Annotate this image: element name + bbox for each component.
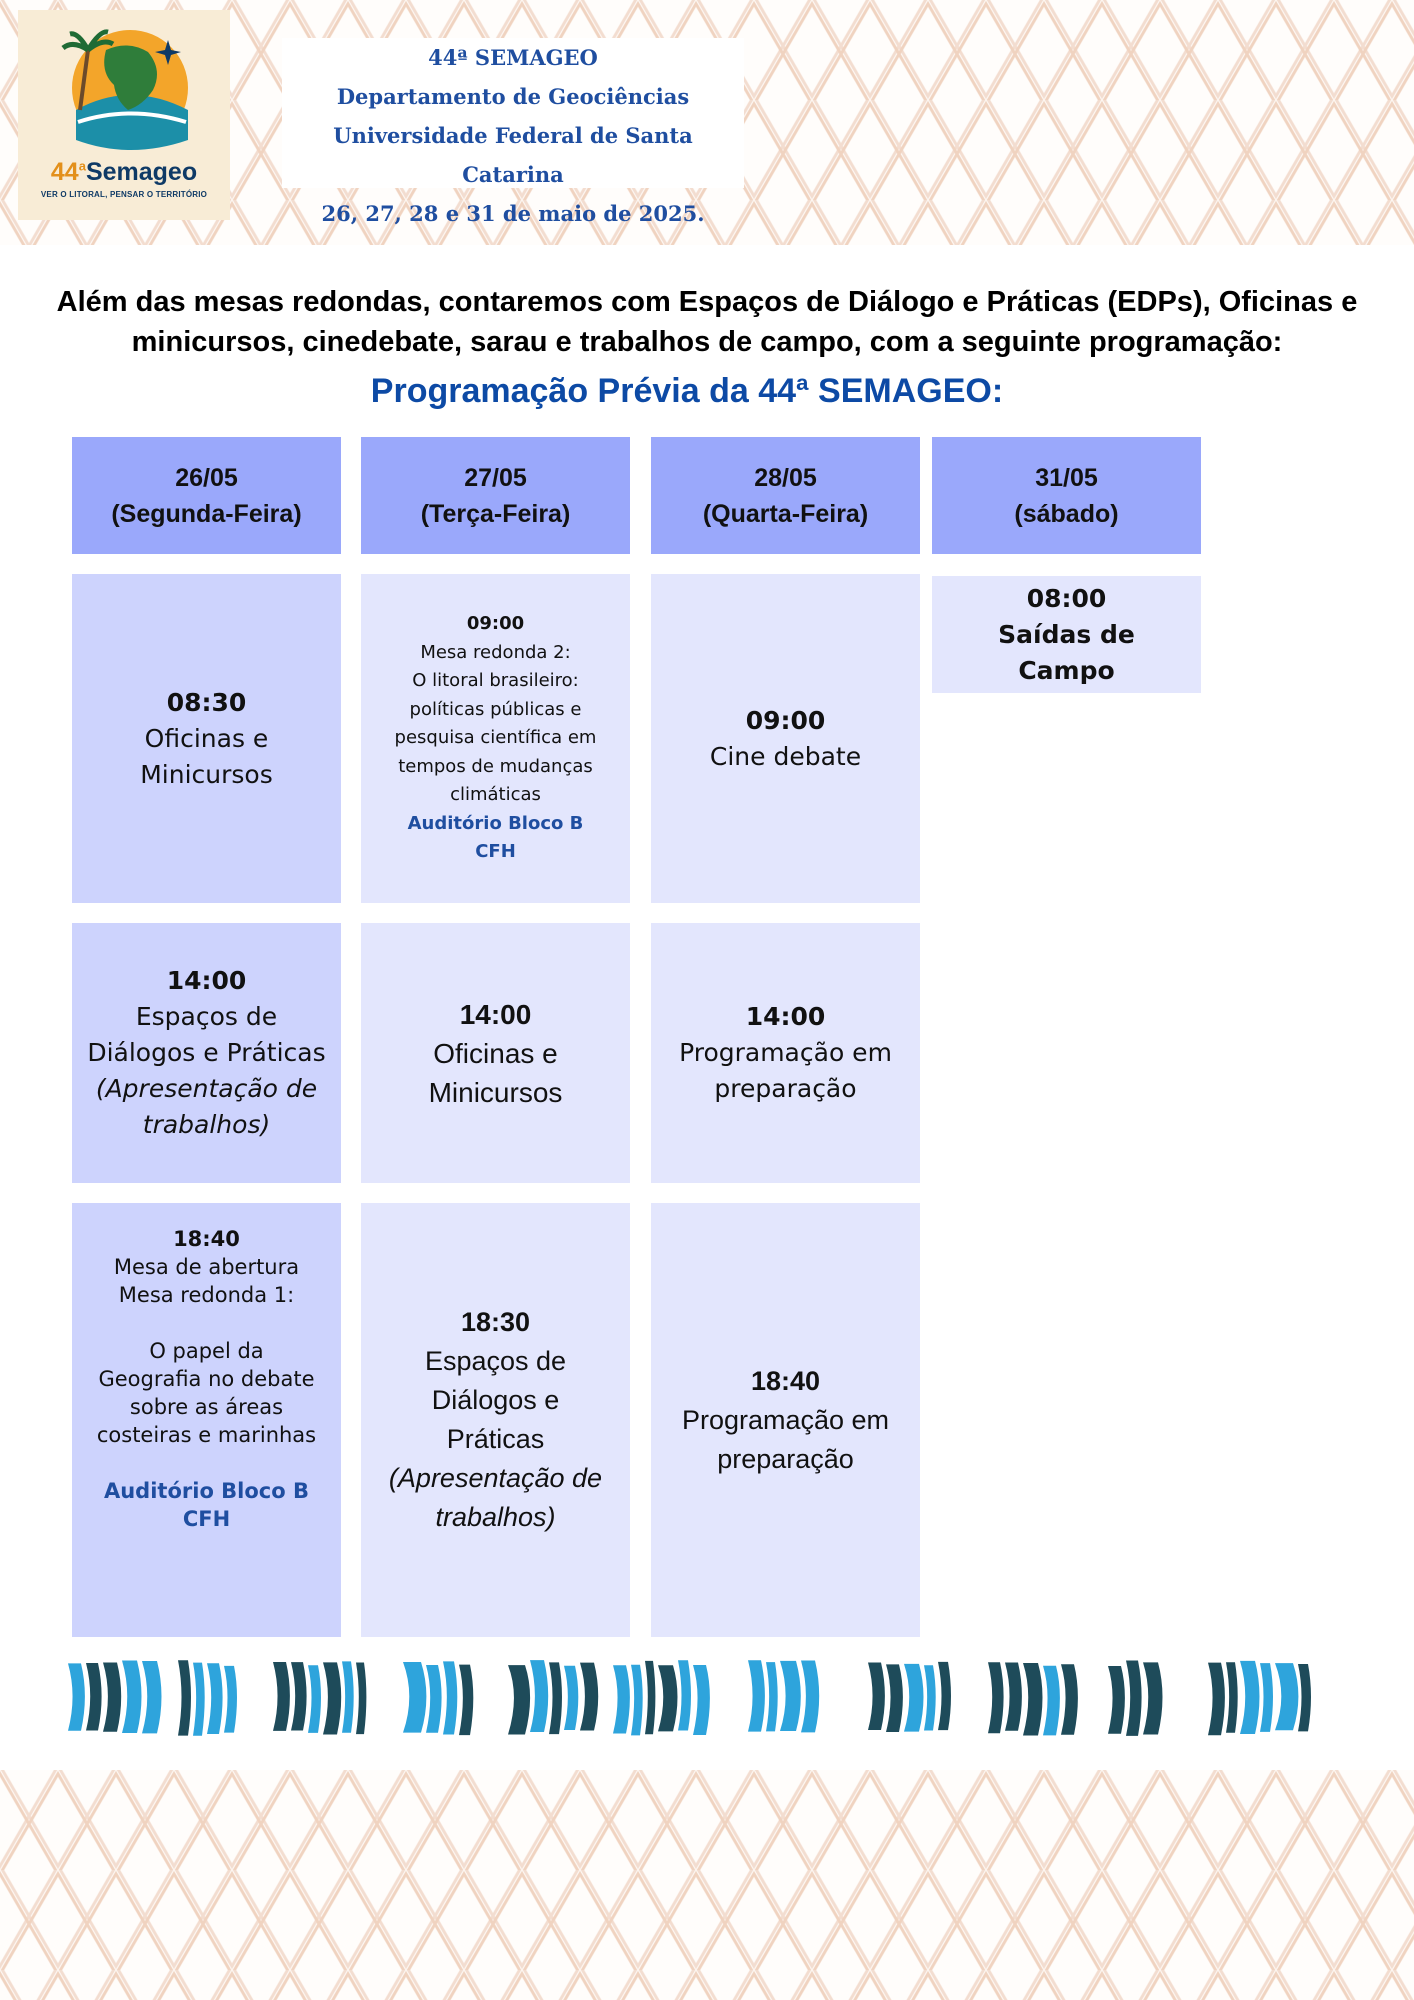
brush-stroke	[1043, 1666, 1060, 1736]
session-theme: sobre as áreas	[129, 1395, 284, 1419]
session-note: (Apresentação de	[95, 1074, 318, 1103]
session-note: trabalhos)	[435, 1502, 556, 1532]
session-theme: políticas públicas e	[409, 698, 582, 720]
brush-stroke	[645, 1661, 655, 1734]
session-time: 18:30	[460, 1307, 531, 1337]
session-title: Diálogos e Práticas	[87, 1038, 326, 1067]
brush-stroke	[1023, 1663, 1043, 1735]
brush-stroke	[68, 1663, 85, 1730]
brush-stroke	[356, 1662, 366, 1734]
session-title: Programação em	[681, 1404, 890, 1435]
brush-stroke	[426, 1665, 442, 1733]
brush-stroke	[308, 1665, 321, 1733]
brush-stroke	[766, 1662, 778, 1731]
session-mon-evening	[72, 1203, 341, 1637]
brush-stroke	[1260, 1663, 1273, 1732]
session-theme: costeiras e marinhas	[96, 1423, 317, 1447]
event-university: Universidade Federal de Santa Catarina	[333, 123, 693, 187]
session-title: Práticas	[446, 1424, 545, 1454]
session-venue: CFH	[182, 1507, 231, 1531]
session-title: preparação	[717, 1443, 854, 1474]
event-info	[282, 38, 744, 226]
brush-stroke	[508, 1665, 530, 1734]
session-time: 14:00	[459, 998, 532, 1030]
brush-stroke	[1226, 1662, 1238, 1733]
day-date: 26/05	[175, 463, 238, 492]
brush-stroke	[323, 1662, 341, 1734]
session-time: 18:40	[750, 1365, 821, 1396]
schedule-title: Programação Prévia da 44ª SEMAGEO:	[370, 372, 1004, 410]
brush-stroke	[1005, 1663, 1022, 1731]
session-title: Espaços de	[424, 1346, 567, 1376]
day-weekday: (Terça-Feira)	[420, 499, 571, 528]
brush-stroke	[1298, 1664, 1311, 1731]
session-time: 08:30	[166, 687, 247, 717]
brush-stroke	[1143, 1662, 1163, 1734]
session-title: Mesa de abertura	[113, 1255, 300, 1279]
day-header-wednesday	[651, 437, 920, 554]
session-title: Minicursos	[428, 1076, 563, 1108]
brush-stroke	[631, 1665, 643, 1736]
brush-stroke	[868, 1662, 885, 1730]
intro-line: minicursos, cinedebate, sarau e trabalhos de campo, com a seguinte programação:	[131, 326, 1283, 358]
day-weekday: (Segunda-Feira)	[111, 499, 302, 528]
brush-stroke	[678, 1660, 691, 1730]
brush-stroke	[142, 1661, 162, 1733]
intro-line: Além das mesas redondas, contaremos com Espaços de Diálogo e Práticas (EDPs), Oficinas e	[56, 286, 1358, 318]
session-time: 14:00	[745, 1002, 826, 1031]
session-note: (Apresentação de	[388, 1463, 603, 1493]
logo-emblem-icon	[18, 10, 230, 155]
session-title: Saídas de Campo	[998, 619, 1135, 685]
brush-stroke	[1275, 1663, 1298, 1730]
day-date: 31/05	[1035, 463, 1098, 492]
brush-stroke	[580, 1663, 598, 1731]
session-time: 08:00	[1026, 583, 1107, 613]
event-edition: 44ª SEMAGEO	[428, 45, 598, 70]
session-title: Minicursos	[140, 759, 273, 789]
event-dates: 26, 27, 28 e 31 de maio de 2025.	[321, 201, 705, 226]
intro-paragraph	[20, 282, 1394, 362]
brush-stroke	[403, 1662, 426, 1733]
session-tue-evening	[361, 1203, 630, 1637]
day-header-monday	[72, 437, 341, 554]
day-date: 27/05	[464, 463, 527, 492]
session-title: preparação	[714, 1074, 857, 1103]
day-header-saturday	[932, 437, 1201, 554]
logo-wordmark: 44$^a$Semageo	[50, 158, 198, 186]
brush-stroke	[658, 1665, 678, 1731]
brush-stroke	[780, 1661, 801, 1731]
brush-stroke	[273, 1662, 290, 1731]
session-title: Diálogos e	[431, 1385, 560, 1415]
brush-stroke	[938, 1662, 951, 1730]
brush-stroke	[122, 1660, 142, 1733]
session-title: Programação em	[679, 1038, 892, 1067]
session-sat-morning	[932, 576, 1201, 693]
brush-stroke	[988, 1662, 1004, 1733]
brush-stroke	[291, 1662, 307, 1730]
brush-stroke	[443, 1661, 457, 1734]
session-title: Mesa redonda 1:	[118, 1283, 295, 1307]
brush-stroke	[801, 1661, 819, 1733]
brush-stroke	[530, 1660, 548, 1732]
brush-stroke	[1208, 1663, 1225, 1736]
session-theme: climáticas	[450, 784, 541, 806]
brush-stroke	[207, 1663, 223, 1734]
brush-stroke	[886, 1664, 903, 1732]
semageo-logo	[18, 10, 230, 220]
session-title: Oficinas e	[144, 723, 269, 753]
session-wed-morning	[651, 574, 920, 903]
brush-stroke	[549, 1662, 562, 1734]
brush-stroke	[1240, 1661, 1260, 1734]
session-tue-morning	[361, 574, 630, 903]
session-note: trabalhos)	[142, 1110, 271, 1139]
brush-stroke	[224, 1666, 237, 1733]
session-title: Cine debate	[709, 741, 862, 771]
session-theme: pesquisa científica em	[394, 727, 597, 749]
brush-stroke	[748, 1660, 765, 1731]
session-time: 09:00	[466, 613, 525, 635]
session-wed-evening	[651, 1203, 920, 1637]
day-weekday: (sábado)	[1014, 499, 1119, 528]
brush-stroke	[178, 1660, 191, 1735]
session-title: Oficinas e	[433, 1037, 558, 1069]
brush-stroke	[693, 1665, 710, 1735]
brush-stroke	[103, 1662, 121, 1731]
session-title: Mesa redonda 2:	[420, 641, 571, 663]
brush-stroke	[193, 1663, 205, 1736]
session-title: Espaços de	[135, 1002, 278, 1031]
session-mon-afternoon	[72, 923, 341, 1183]
brush-stroke	[1126, 1660, 1142, 1735]
session-wed-afternoon	[651, 923, 920, 1183]
session-theme: O litoral brasileiro:	[412, 670, 579, 692]
brush-stroke	[924, 1665, 936, 1730]
session-venue: Auditório Bloco B	[103, 1479, 310, 1503]
day-header-tuesday	[361, 437, 630, 554]
brush-stroke	[1061, 1664, 1078, 1735]
session-theme: O papel da	[149, 1339, 264, 1363]
brush-stroke	[904, 1664, 924, 1732]
brush-stroke	[342, 1661, 354, 1732]
session-theme: Geografia no debate	[98, 1367, 315, 1391]
brush-stroke	[564, 1666, 578, 1730]
session-venue: CFH	[475, 841, 516, 863]
event-department: Departamento de Geociências	[336, 84, 690, 109]
session-mon-morning	[72, 574, 341, 903]
brush-stroke	[613, 1665, 630, 1733]
session-tue-afternoon	[361, 923, 630, 1183]
decorative-wave-border	[68, 1656, 1330, 1738]
day-weekday: (Quarta-Feira)	[702, 499, 869, 528]
brush-stroke	[86, 1663, 102, 1730]
session-theme: tempos de mudanças	[398, 755, 593, 777]
day-date: 28/05	[754, 463, 817, 492]
logo-tagline: VER O LITORAL, PENSAR O TERRITÓRIO	[40, 190, 208, 199]
session-venue: Auditório Bloco B	[407, 812, 584, 834]
brush-stroke	[1108, 1666, 1125, 1734]
session-time: 14:00	[166, 966, 247, 995]
session-time: 18:40	[173, 1227, 240, 1251]
decorative-pattern-bottom	[0, 1770, 1414, 2000]
session-time: 09:00	[745, 705, 826, 735]
brush-stroke	[459, 1665, 473, 1736]
